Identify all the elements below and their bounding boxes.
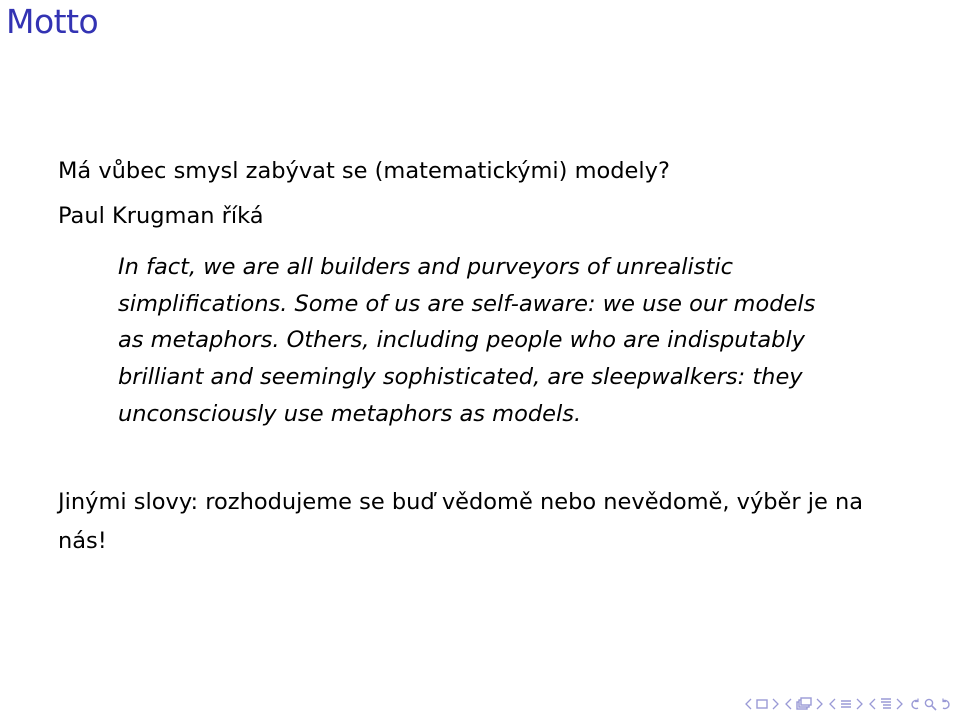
frame-icon[interactable]: [795, 697, 813, 711]
beamer-navigation-bar: [745, 693, 952, 715]
slide-icon[interactable]: [755, 698, 769, 710]
forward-icon[interactable]: [940, 698, 952, 710]
back-icon[interactable]: [909, 698, 921, 710]
next-slide-icon[interactable]: [772, 698, 779, 710]
search-nav-group: [909, 698, 952, 711]
next-section-icon[interactable]: [856, 698, 863, 710]
prev-section-icon[interactable]: [829, 698, 836, 710]
subsection-nav-group: [869, 697, 903, 711]
next-subsection-icon[interactable]: [896, 698, 903, 710]
search-icon[interactable]: [924, 698, 937, 711]
subsection-icon[interactable]: [879, 697, 893, 711]
frame-nav-group: [785, 697, 823, 711]
attribution-text: Paul Krugman říká: [58, 203, 264, 229]
frame-title: Motto: [6, 2, 99, 41]
conclusion-text: Jinými slovy: rozhodujeme se buď vědomě nebo nevědomě, výběr je na nás!: [58, 489, 864, 554]
question-text: Má vůbec smysl zabývat se (matematickými) modely?: [58, 158, 670, 184]
prev-frame-icon[interactable]: [785, 698, 792, 710]
prev-subsection-icon[interactable]: [869, 698, 876, 710]
krugman-quote: In fact, we are all builders and purveyors of unrealistic simplifications. Some of us are self-aware: we use our models as metaphors. Others, including people who are indisputably brilliant and seemingly sophisticated, are sleepwalkers: they unconsciously use metaphors as models.: [118, 254, 816, 427]
prev-slide-icon[interactable]: [745, 698, 752, 710]
section-icon[interactable]: [839, 698, 853, 710]
slide-nav-group: [745, 698, 779, 710]
next-frame-icon[interactable]: [816, 698, 823, 710]
section-nav-group: [829, 698, 863, 710]
